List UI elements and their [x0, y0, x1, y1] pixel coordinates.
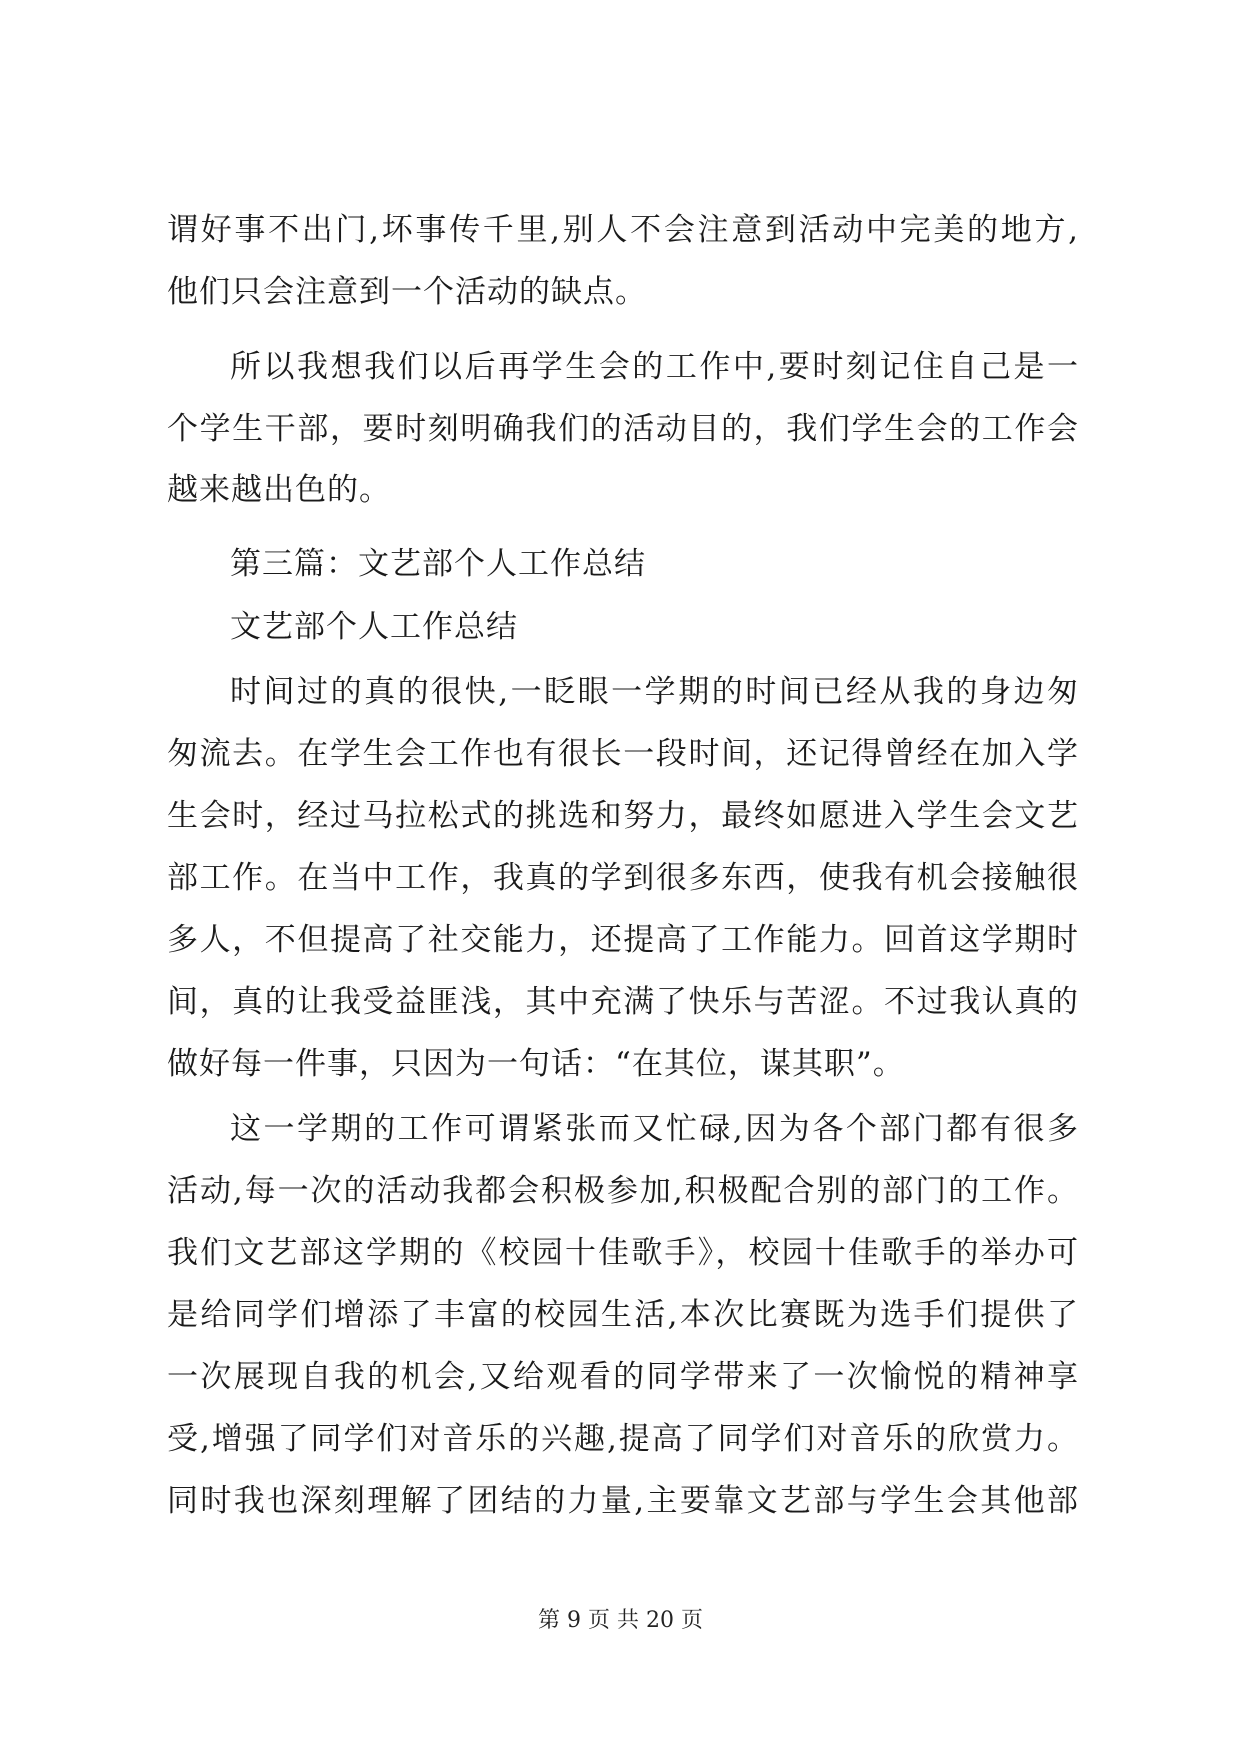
- text-line: 间，真的让我受益匪浅，其中充满了快乐与苦涩。不过我认真的: [167, 984, 1079, 1020]
- text-line: 一次展现自我的机会,又给观看的同学带来了一次愉悦的精神享: [167, 1359, 1079, 1395]
- text-line: 越来越出色的。: [167, 472, 391, 508]
- text-line: 个学生干部，要时刻明确我们的活动目的，我们学生会的工作会: [167, 411, 1079, 447]
- text-line: 时间过的真的很快,一眨眼一学期的时间已经从我的身边匆: [230, 674, 1079, 710]
- text-line: 生会时，经过马拉松式的挑选和努力，最终如愿进入学生会文艺: [167, 798, 1079, 834]
- text-line: 这一学期的工作可谓紧张而又忙碌,因为各个部门都有很多: [230, 1111, 1079, 1147]
- text-line: 做好每一件事，只因为一句话：“在其位，谋其职”。: [167, 1046, 905, 1082]
- text-line: 匆流去。在学生会工作也有很长一段时间，还记得曾经在加入学: [167, 736, 1079, 772]
- text-line: 他们只会注意到一个活动的缺点。: [167, 274, 647, 310]
- text-line: 谓好事不出门,坏事传千里,别人不会注意到活动中完美的地方,: [167, 212, 1079, 248]
- page-number-footer: 第 9 页 共 20 页: [538, 1608, 703, 1633]
- text-line: 受,增强了同学们对音乐的兴趣,提高了同学们对音乐的欣赏力。: [167, 1421, 1079, 1457]
- section-heading: 第三篇：文艺部个人工作总结: [230, 546, 646, 582]
- section-title: 文艺部个人工作总结: [230, 609, 518, 645]
- text-line: 我们文艺部这学期的《校园十佳歌手》，校园十佳歌手的举办可: [167, 1235, 1079, 1271]
- text-line: 多人，不但提高了社交能力，还提高了工作能力。回首这学期时: [167, 922, 1079, 958]
- text-line: 部工作。在当中工作，我真的学到很多东西，使我有机会接触很: [167, 860, 1079, 896]
- text-line: 是给同学们增添了丰富的校园生活,本次比赛既为选手们提供了: [167, 1297, 1079, 1333]
- text-line: 活动,每一次的活动我都会积极参加,积极配合别的部门的工作。: [167, 1173, 1079, 1209]
- text-line: 所以我想我们以后再学生会的工作中,要时刻记住自己是一: [230, 349, 1079, 385]
- text-line: 同时我也深刻理解了团结的力量,主要靠文艺部与学生会其他部: [167, 1483, 1079, 1519]
